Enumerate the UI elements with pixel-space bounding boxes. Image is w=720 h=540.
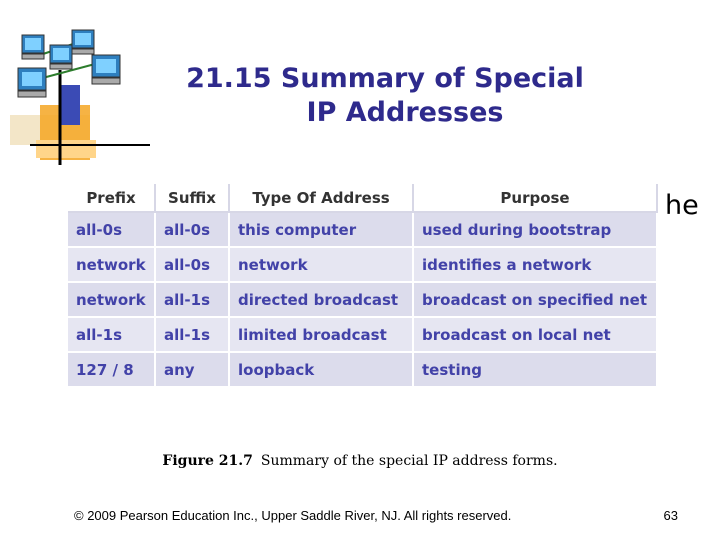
cell-type: loopback [229,352,413,387]
table-row [68,212,657,247]
figure-caption-text: Summary of the special IP address forms. [260,453,558,469]
clipped-background-text: he [665,190,699,221]
table-row [68,317,657,352]
header-type: Type Of Address [229,184,413,212]
figure-caption [0,453,720,469]
cell-type: network [229,247,413,282]
special-addresses-table [68,184,658,388]
cell-purpose: used during bootstrap [413,212,657,247]
table-header-row [68,184,657,212]
cell-type: this computer [229,212,413,247]
header-suffix: Suffix [155,184,229,212]
slide-title-line2: IP Addresses [306,97,504,128]
cell-suffix: all-0s [155,212,229,247]
table-row [68,352,657,387]
cell-purpose: identifies a network [413,247,657,282]
cell-type: directed broadcast [229,282,413,317]
table-row [68,282,657,317]
slide-title [150,62,620,130]
cell-suffix: all-1s [155,317,229,352]
figure-label: Figure 21.7 [162,453,253,469]
cell-prefix: network [68,282,155,317]
slide-title-line1: 21.15 Summary of Special [186,63,584,94]
cell-suffix: all-0s [155,247,229,282]
cell-prefix: 127 / 8 [68,352,155,387]
cell-type: limited broadcast [229,317,413,352]
header-purpose: Purpose [413,184,657,212]
table-row [68,247,657,282]
copyright-footer: © 2009 Pearson Education Inc., Upper Saddle River, NJ. All rights reserved. [74,508,512,523]
cell-suffix: all-1s [155,282,229,317]
page-number: 63 [663,508,678,523]
networked-computers-icon [0,0,160,170]
cell-prefix: network [68,247,155,282]
header-prefix: Prefix [68,184,155,212]
cell-prefix: all-1s [68,317,155,352]
cell-purpose: broadcast on specified net [413,282,657,317]
cell-purpose: testing [413,352,657,387]
cell-purpose: broadcast on local net [413,317,657,352]
cell-suffix: any [155,352,229,387]
cell-prefix: all-0s [68,212,155,247]
